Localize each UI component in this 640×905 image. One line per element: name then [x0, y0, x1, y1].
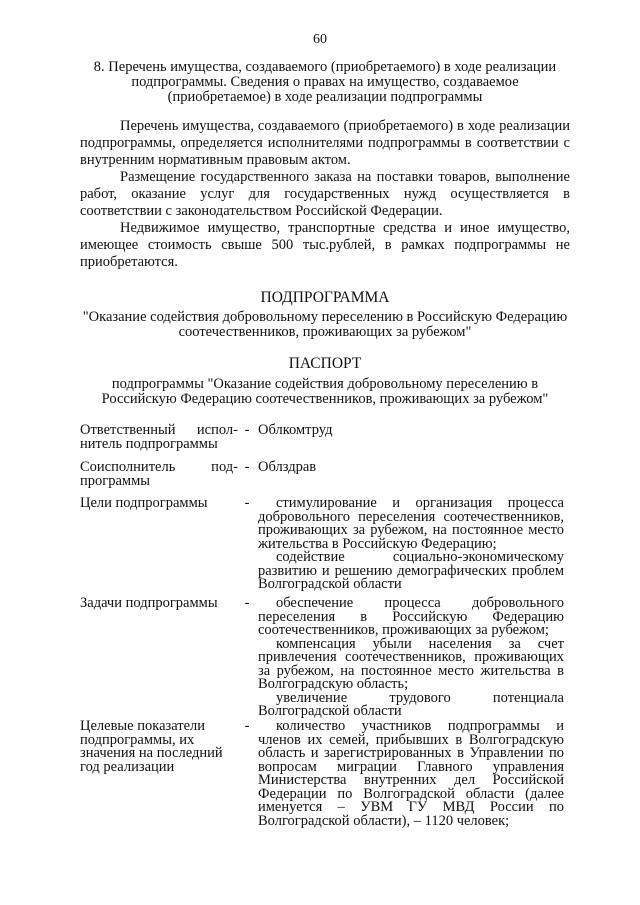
passport-value-text: стимулирование и организация процесса добровольного переселения соотечественников, проживающих за рубежом, на постоянное место жительства в Российскую Федерацию;: [258, 495, 564, 552]
passport-dash: -: [244, 718, 250, 734]
passport-label: Цели подпрограммы: [80, 495, 208, 511]
passport-value-text: содействие социально-экономическому развитию и решению демографических проблем Волгоградской области: [258, 549, 564, 592]
passport-value: [258, 497, 564, 592]
passport-value: [258, 424, 564, 438]
passport-label: Ответственный испол-нитель подпрограммы: [80, 422, 238, 452]
passport-value-text: увеличение трудового потенциала Волгоградской области: [258, 689, 564, 719]
paragraph: Недвижимое имущество, транспортные средства и иное имущество, имеющее стоимость свыше 500 тыс.рублей, в рамках подпрограммы не приобретаются.: [80, 220, 570, 270]
passport-label: Целевые показатели подпрограммы, их значения на последний год реализации: [80, 718, 223, 775]
body-paragraphs: [80, 118, 570, 271]
passport-value: [258, 461, 564, 475]
paragraph: Перечень имущества, создаваемого (приобретаемого) в ходе реализации подпрограммы, определяется исполнителями подпрограммы в соответствии с внутренним нормативным правовым актом.: [80, 118, 570, 168]
page-number: 60: [313, 32, 327, 47]
paragraph: Размещение государственного заказа на поставки товаров, выполнение работ, оказание услуг для государственных нужд осуществляется в соответствии с законодательством Российской Федерации.: [80, 169, 570, 219]
section-heading: 8. Перечень имущества, создаваемого (приобретаемого) в ходе реализации подпрограммы. Сведения о правах на имущество, создаваемое (приобретаемое) в ходе реализации подпрограммы: [93, 59, 557, 105]
passport-label: Задачи подпрограммы: [80, 595, 218, 611]
passport-heading: ПАСПОРТ: [288, 355, 362, 372]
subprogram-heading: ПОДПРОГРАММА: [260, 289, 390, 306]
passport-subtitle: подпрограммы "Оказание содействия добровольному переселению в Российскую Федерацию соотечественников, проживающих за рубежом": [101, 376, 549, 407]
subprogram-title: "Оказание содействия добровольному переселению в Российскую Федерацию соотечественников, проживающих за рубежом": [82, 309, 568, 340]
passport-dash: -: [244, 495, 250, 511]
passport-value-text: обеспечение процесса добровольного переселения в Российскую Федерацию соотечественников, проживающих за рубежом;: [258, 595, 564, 638]
passport-value: [258, 720, 564, 828]
passport-value-text: Облздрав: [258, 459, 317, 475]
passport-dash: -: [244, 422, 250, 438]
passport-value-text: компенсация убыли населения за счет привлечения соотечественников, проживающих за рубежом, на постоянное место жительства в Волгоградскую область;: [258, 635, 564, 692]
passport-value: [258, 597, 564, 719]
passport-value-text: количество участников подпрограммы и членов их семей, прибывших в Волгоградскую область и зарегистрированных в Управлении по вопросам миграции Главного управления Министерства внутренних дел Российской Федерации по Волгоградской области (далее именуется – УВМ ГУ МВД России по Волгоградской области), – 1120 человек;: [258, 718, 564, 829]
passport-value-text: Облкомтруд: [258, 422, 333, 438]
passport-label: Соисполнитель под-программы: [80, 459, 238, 489]
passport-dash: -: [244, 459, 250, 475]
passport-dash: -: [244, 595, 250, 611]
